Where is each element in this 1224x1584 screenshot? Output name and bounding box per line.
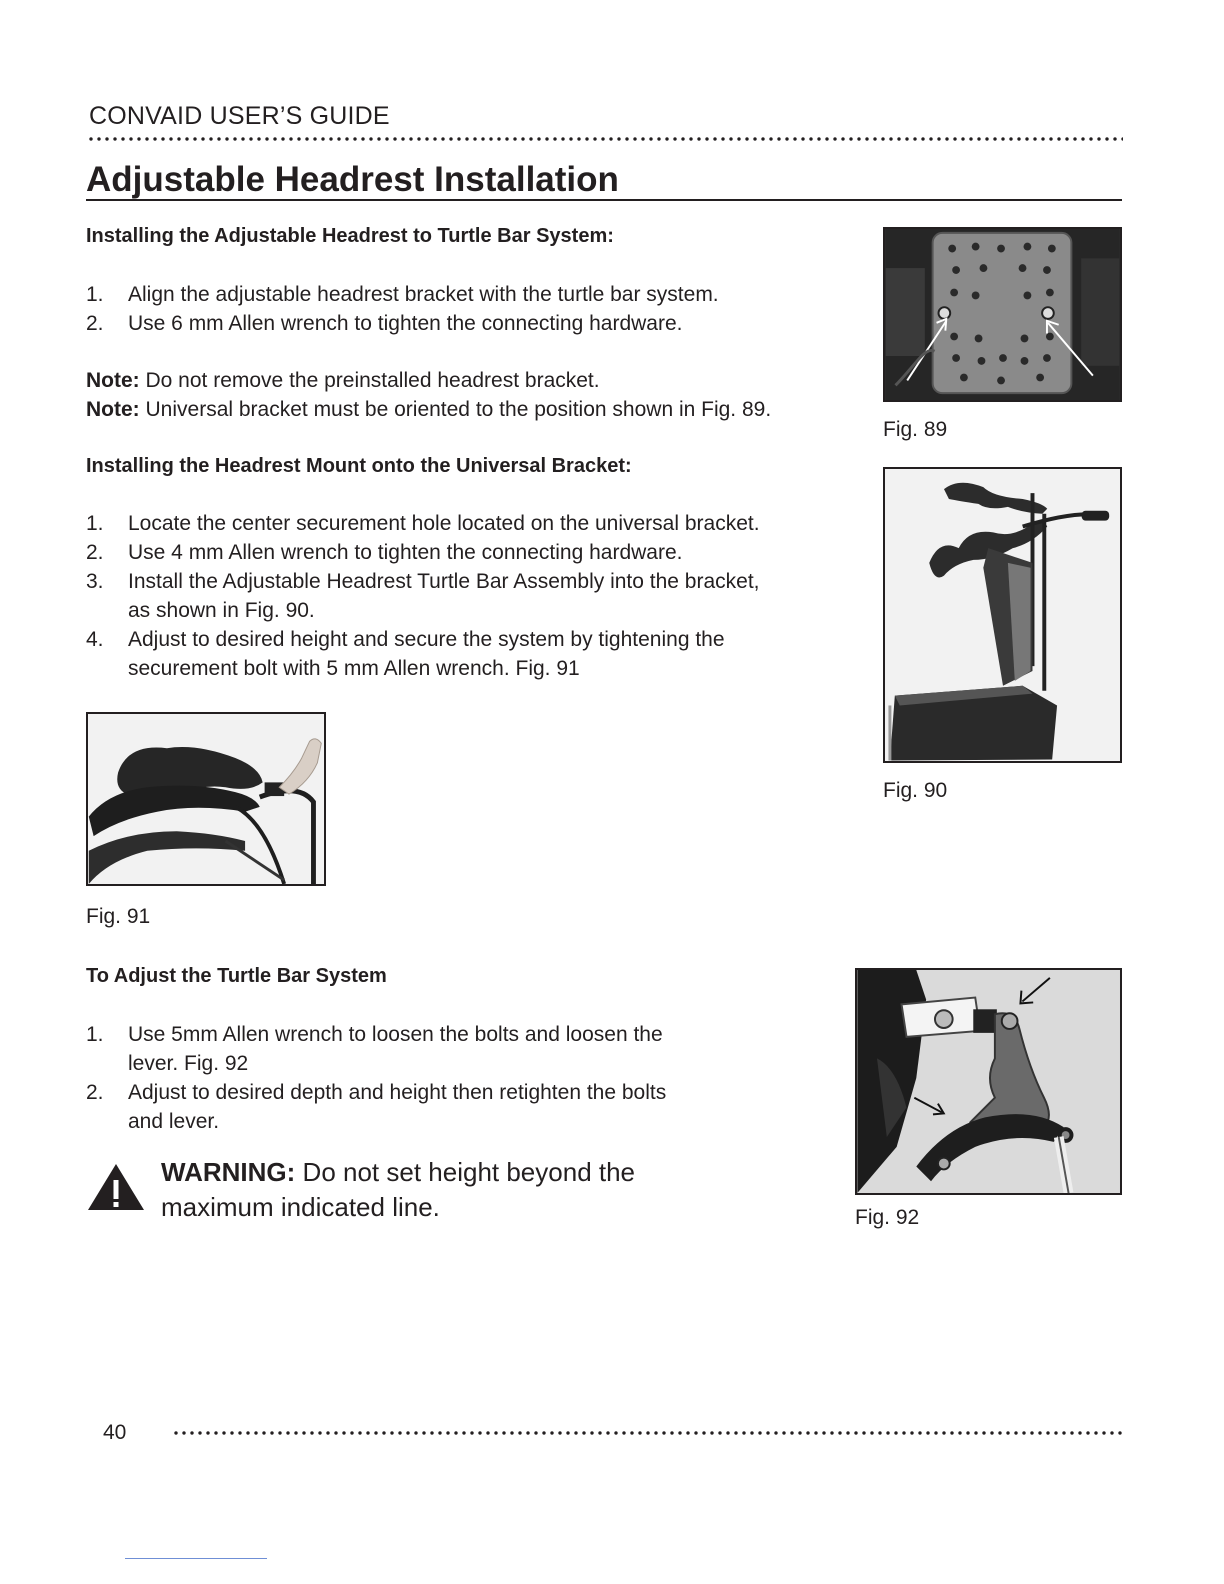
header-dotted-rule <box>87 137 1123 141</box>
step-number: 1. <box>86 1023 104 1046</box>
bracket-plate-illustration <box>885 229 1120 400</box>
fig90-photo <box>883 467 1122 763</box>
note-text: Do not remove the preinstalled headrest bracket. <box>139 369 600 392</box>
link-underline <box>125 1558 267 1559</box>
section2-step <box>86 509 760 538</box>
step-continuation: lever. Fig. 92 <box>128 1052 249 1075</box>
fig90-caption: Fig. 90 <box>883 779 948 802</box>
warning-line2: maximum indicated line. <box>161 1192 440 1222</box>
step-text: Adjust to desired depth and height then retighten the bolts <box>128 1081 667 1104</box>
step-number: 3. <box>86 570 104 593</box>
step-text: Adjust to desired height and secure the system by tightening the <box>128 628 725 651</box>
section1-step <box>86 280 719 309</box>
section1-step <box>86 309 682 338</box>
section1-heading: Installing the Adjustable Headrest to Turtle Bar System: <box>86 225 614 247</box>
step-text: Use 4 mm Allen wrench to tighten the connecting hardware. <box>128 541 683 564</box>
step-text: Align the adjustable headrest bracket with the turtle bar system. <box>128 283 719 306</box>
fig89-caption: Fig. 89 <box>883 418 948 441</box>
fig92-photo <box>855 968 1122 1195</box>
section2-step <box>86 538 682 567</box>
step-continuation: as shown in Fig. 90. <box>128 599 315 622</box>
warning-line1: Do not set height beyond the <box>295 1157 636 1187</box>
fig89-photo <box>883 227 1122 402</box>
headrest-closeup-illustration <box>88 714 324 884</box>
step-number: 2. <box>86 312 104 335</box>
section3-step <box>86 1020 663 1049</box>
step-text: Install the Adjustable Headrest Turtle Bar Assembly into the bracket, <box>128 570 760 593</box>
page-title: Adjustable Headrest Installation <box>86 160 619 199</box>
warning-triangle-icon <box>86 1162 146 1212</box>
step-number: 2. <box>86 1081 104 1104</box>
step-text: Locate the center securement hole located on the universal bracket. <box>128 512 760 535</box>
page-number: 40 <box>103 1421 127 1444</box>
note-line <box>86 366 600 395</box>
step-number: 2. <box>86 541 104 564</box>
step-number: 1. <box>86 283 104 306</box>
note-label: Note: <box>86 398 140 421</box>
section2-step <box>86 625 725 654</box>
fig92-caption: Fig. 92 <box>855 1206 920 1229</box>
step-text: Use 6 mm Allen wrench to tighten the connecting hardware. <box>128 312 683 335</box>
section2-heading: Installing the Headrest Mount onto the Universal Bracket: <box>86 455 632 477</box>
section2-step <box>86 567 760 596</box>
fig91-photo <box>86 712 326 886</box>
turtle-bar-bracket-illustration <box>857 970 1120 1193</box>
step-number: 4. <box>86 628 104 651</box>
step-continuation: securement bolt with 5 mm Allen wrench. Fig. 91 <box>128 657 580 680</box>
step-text: Use 5mm Allen wrench to loosen the bolts and loosen the <box>128 1023 663 1046</box>
fig91-caption: Fig. 91 <box>86 905 151 928</box>
note-text: Universal bracket must be oriented to the position shown in Fig. 89. <box>139 398 772 421</box>
warning-text <box>161 1155 635 1225</box>
warning-label: WARNING: <box>161 1157 296 1187</box>
headrest-chair-illustration <box>885 469 1120 761</box>
section3-step <box>86 1078 666 1107</box>
step-number: 1. <box>86 512 104 535</box>
step-continuation: and lever. <box>128 1110 220 1133</box>
title-underline <box>86 199 1122 201</box>
note-label: Note: <box>86 369 140 392</box>
section3-heading: To Adjust the Turtle Bar System <box>86 965 387 987</box>
footer-dotted-rule <box>172 1431 1123 1435</box>
note-line <box>86 395 771 424</box>
running-header: CONVAID USER’S GUIDE <box>89 102 390 130</box>
